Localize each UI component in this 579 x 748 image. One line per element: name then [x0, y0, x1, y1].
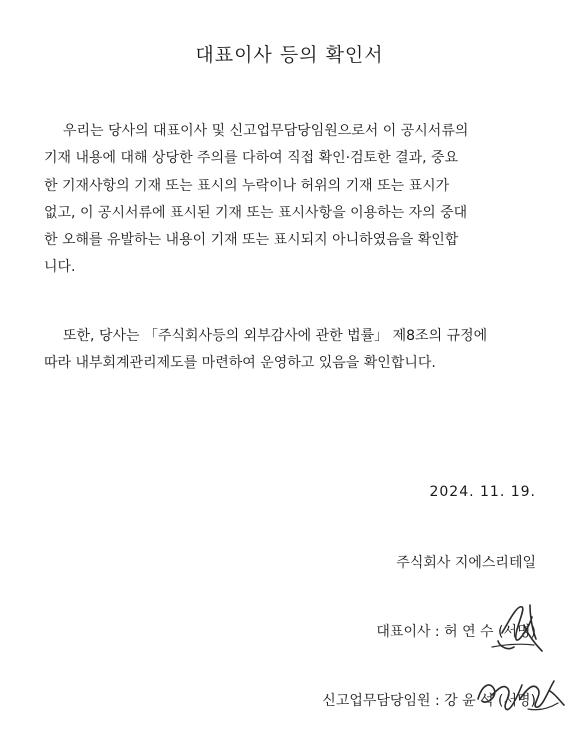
paragraph-line: 한 오해를 유발하는 내용이 기재 또는 표시되지 아니하였음을 확인합: [44, 232, 459, 249]
ceo-signature-line: 대표이사 : 허 연 수 (서명): [376, 624, 536, 640]
company-name: 주식회사 지에스리테일: [396, 555, 536, 571]
paragraph-line: 기재 내용에 대해 상당한 주의를 다하여 직접 확인·검토한 결과, 중요: [44, 150, 459, 167]
document-title: 대표이사 등의 확인서: [195, 44, 384, 66]
document-date: 2024. 11. 19.: [429, 484, 536, 500]
paragraph-confirmation: [44, 118, 544, 282]
paragraph-line: 따라 내부회계관리제도를 마련하여 운영하고 있음을 확인합니다.: [44, 355, 436, 372]
paragraph-line: 없고, 이 공시서류에 표시된 기재 또는 표시사항을 이용하는 자의 중대: [44, 204, 468, 221]
paragraph-line: 또한, 당사는 「주식회사등의 외부감사에 관한 법률」 제8조의 규정에: [63, 328, 488, 344]
paragraph-internal-control: [44, 323, 544, 378]
paragraph-line: 니다.: [44, 259, 76, 276]
paragraph-line: 우리는 당사의 대표이사 및 신고업무담당임원으로서 이 공시서류의: [63, 123, 469, 139]
officer-signature-line: 신고업무담당임원 : 강 윤 석 (서명): [322, 693, 536, 709]
paragraph-line: 한 기재사항의 기재 또는 표시의 누락이나 허위의 기재 또는 표시가: [44, 177, 450, 194]
